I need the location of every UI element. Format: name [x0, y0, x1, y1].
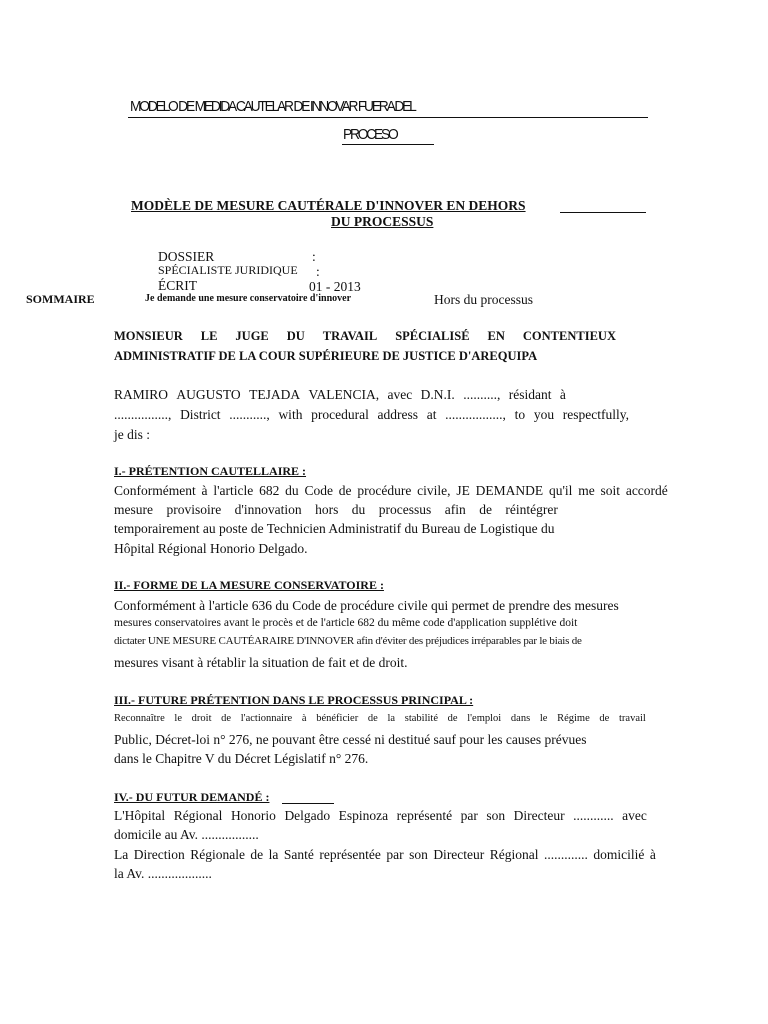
dossier-colon: :: [312, 249, 316, 264]
title-rule-extension: [560, 212, 646, 213]
word: .............: [544, 847, 588, 862]
section2-line4: mesures visant à rétablir la situation de fait et de droit.: [114, 655, 408, 670]
word: afin: [444, 502, 466, 517]
word: par: [460, 808, 478, 823]
word: Régional: [173, 808, 223, 823]
word: de: [221, 713, 232, 724]
word: dans: [510, 713, 531, 724]
word: la: [268, 847, 279, 862]
word: qu'il: [548, 483, 573, 498]
word: Régime: [557, 713, 590, 724]
word: MONSIEUR: [114, 329, 183, 343]
ecrit-label: ÉCRIT: [158, 278, 197, 293]
sommaire-right: Hors du processus: [434, 292, 533, 307]
section3-line2: Public, Décret-loi n° 276, ne pouvant être cessé ni destitué sauf pour les causes prévues: [114, 732, 587, 747]
word: de: [599, 713, 610, 724]
word: représentée: [319, 847, 381, 862]
section4-line4: la Av. ...................: [114, 866, 212, 881]
section4-line1: [114, 808, 647, 824]
addressee-line1: [114, 329, 616, 344]
word: TEJADA: [249, 387, 301, 402]
word: DEMANDE: [475, 483, 544, 498]
specialiste-colon: :: [316, 264, 320, 279]
word: TRAVAIL: [322, 329, 378, 343]
word: du: [351, 502, 366, 517]
word: Directeur: [433, 847, 485, 862]
word: D.N.I.: [420, 387, 455, 402]
word: civile,: [417, 483, 451, 498]
sommaire-label: SOMMAIRE: [26, 292, 95, 306]
dossier-label: DOSSIER: [158, 249, 215, 264]
section4-heading: IV.- DU FUTUR DEMANDÉ :: [114, 790, 270, 804]
word: respectfully,: [562, 407, 629, 422]
word: Régionale: [190, 847, 245, 862]
word: SPÉCIALISÉ: [395, 329, 470, 343]
section3-heading: III.- FUTURE PRÉTENTION DANS LE PROCESSUS PRINCIPAL :: [114, 693, 474, 707]
word: Conformément: [114, 483, 196, 498]
header-rule-2: [342, 144, 434, 145]
word: représenté: [396, 808, 453, 823]
addressee-line2: ADMINISTRATIF DE LA COUR SUPÉRIEURE DE JUSTICE D'AREQUIPA: [114, 349, 538, 363]
word: droit: [191, 713, 212, 724]
word: réintégrer: [505, 502, 558, 517]
word: mesure: [114, 502, 153, 517]
word: L'Hôpital: [114, 808, 166, 823]
word: du: [285, 483, 299, 498]
word: Honorio: [230, 808, 276, 823]
word: à: [649, 847, 656, 862]
word: avec: [387, 387, 413, 402]
word: le: [174, 713, 182, 724]
word: Santé: [283, 847, 314, 862]
word: EN: [487, 329, 505, 343]
word: address: [377, 407, 419, 422]
word: résidant: [508, 387, 552, 402]
word: RAMIRO: [114, 387, 169, 402]
word: à: [559, 387, 566, 402]
word: de: [367, 713, 378, 724]
word: de: [479, 502, 492, 517]
ecrit-value: 01 - 2013: [309, 279, 361, 294]
section1-line2: [114, 502, 558, 518]
word: with: [278, 407, 303, 422]
word: à: [301, 713, 307, 724]
word: ..........,: [463, 387, 501, 402]
word: hors: [315, 502, 339, 517]
word: Directeur: [513, 808, 565, 823]
document-title-line2: DU PROCESSUS: [331, 214, 434, 229]
intro-line1: [114, 387, 566, 403]
word: de: [250, 847, 264, 862]
word: soit: [600, 483, 621, 498]
word: .................,: [445, 407, 506, 422]
word: ...........,: [229, 407, 270, 422]
word: ................,: [114, 407, 172, 422]
intro-line3: je dis :: [114, 427, 150, 442]
word: JE: [456, 483, 470, 498]
word: you: [533, 407, 555, 422]
word: le: [539, 713, 548, 724]
garbled-header-line1: MODELO DE MEDIDA CAUTELAR DE INNOVAR FUERA DEL: [130, 98, 415, 115]
word: Direction: [133, 847, 185, 862]
section3-line1: [114, 713, 646, 724]
word: de: [338, 483, 352, 498]
word: provisoire: [166, 502, 222, 517]
word: Régional: [489, 847, 539, 862]
section1-line1: [114, 483, 668, 499]
word: procédure: [357, 483, 412, 498]
specialiste-label: SPÉCIALISTE JURIDIQUE: [158, 263, 298, 277]
section2-line3: dictater UNE MESURE CAUTÉARAIRE D'INNOVER afin d'éviter des préjudices irréparables par le biais de: [114, 635, 582, 647]
word: d'innovation: [234, 502, 302, 517]
word: 682: [259, 483, 280, 498]
word: Espinoza: [338, 808, 389, 823]
word: l'emploi: [467, 713, 502, 724]
section2-line2: mesures conservatoires avant le procès et de l'article 682 du même code d'application supplétive doit: [114, 617, 578, 629]
word: par: [386, 847, 404, 862]
word: stabilité: [404, 713, 438, 724]
intro-line2: [114, 407, 629, 423]
section4-line2: domicile au Av. .................: [114, 827, 259, 842]
section1-line3: temporairement au poste de Technicien Administratif du Bureau de Logistique du: [114, 521, 555, 536]
word: at: [426, 407, 437, 422]
word: DU: [286, 329, 305, 343]
word: l'article: [213, 483, 254, 498]
word: ............: [573, 808, 614, 823]
word: l'actionnaire: [240, 713, 293, 724]
section1-heading: I.- PRÉTENTION CAUTELLAIRE :: [114, 464, 307, 478]
word: accordé: [625, 483, 668, 498]
word: JUGE: [235, 329, 269, 343]
word: AUGUSTO: [176, 387, 241, 402]
sommaire-text: Je demande une mesure conservatoire d'innover: [145, 293, 352, 304]
word: to: [514, 407, 526, 422]
header-rule-1: [128, 117, 648, 118]
word: la: [387, 713, 396, 724]
section1-line4: Hôpital Régional Honorio Delgado.: [114, 541, 308, 556]
section2-line1: Conformément à l'article 636 du Code de procédure civile qui permet de prendre des mesures: [114, 598, 619, 613]
word: LE: [200, 329, 218, 343]
word: District: [180, 407, 221, 422]
word: son: [409, 847, 428, 862]
word: Delgado: [284, 808, 331, 823]
word: domicilié: [593, 847, 645, 862]
word: CONTENTIEUX: [522, 329, 616, 343]
section4-heading-rule: [282, 803, 334, 804]
word: à: [201, 483, 208, 498]
word: Reconnaître: [114, 713, 165, 724]
word: processus: [378, 502, 432, 517]
word: de: [447, 713, 458, 724]
garbled-header-line2: PROCESO: [343, 126, 397, 143]
word: VALENCIA,: [308, 387, 380, 402]
section4-line3: [114, 847, 656, 863]
word: avec: [622, 808, 647, 823]
word: La: [114, 847, 129, 862]
word: travail: [619, 713, 646, 724]
word: Code: [304, 483, 333, 498]
word: bénéficier: [316, 713, 359, 724]
section3-line3: dans le Chapitre V du Décret Législatif n° 276.: [114, 751, 369, 766]
section2-heading: II.- FORME DE LA MESURE CONSERVATOIRE :: [114, 578, 384, 592]
word: me: [578, 483, 595, 498]
word: procedural: [311, 407, 369, 422]
word: son: [486, 808, 506, 823]
document-title-line1: MODÈLE DE MESURE CAUTÉRALE D'INNOVER EN DEHORS: [131, 198, 526, 213]
